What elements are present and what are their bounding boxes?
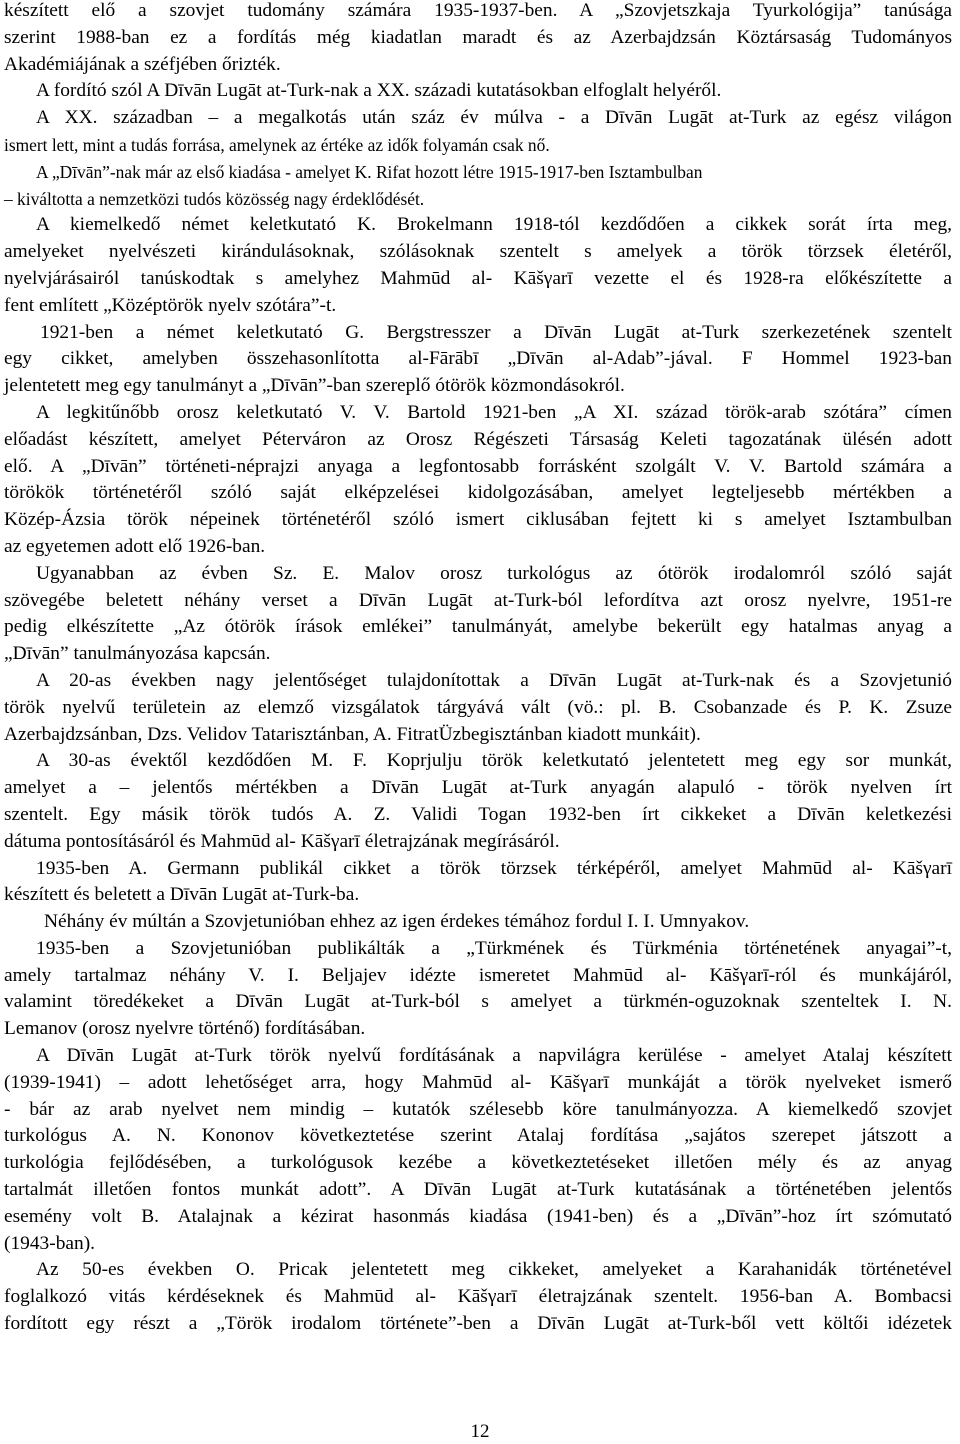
- text-line: turkológus A. N. Kononov következtetése szerint Atalaj fordítása „sajátos szerepet játszott a: [4, 1125, 952, 1147]
- text-line: törökök történetéről szóló saját elképzelései kidolgozásában, amelyet legteljesebb mértékben a: [4, 482, 952, 504]
- text-line: jelentetett meg egy tanulmányt a „Dīvān”-ban szereplő ótörök közmondásokról.: [4, 375, 625, 397]
- text-line: készített elő a szovjet tudomány számára 1935-1937-ben. A „Szovjetszkaja Tyurkológija” tanúsága: [4, 0, 952, 21]
- text-line: nyelvjárásairól tanúskodtak s amelyhez Mahmūd al- Kāšγarī vezette el és 1928-ra előkészítette a: [4, 267, 952, 289]
- text-line: ismert lett, mint a tudás forrása, amelynek az értéke az idők folyamán csak nő.: [4, 134, 550, 155]
- text-line: fent említett „Középtörök nyelv szótára”-t.: [4, 294, 337, 316]
- text-line: A Dīvān Lugāt at-Turk török nyelvű fordításának a napvilágra kerülése - amelyet Atalaj készített: [36, 1045, 952, 1067]
- text-line: török nyelvű területein az elemző vizsgálatok tárgyává vált (vö.: pl. B. Csobanzade és P. K. Zsuze: [4, 696, 952, 718]
- text-line: A legkitűnőbb orosz keletkutató V. V. Bartold 1921-ben „A XI. század török-arab szótára” címen: [36, 401, 952, 423]
- text-line: Ugyanabban az évben Sz. E. Malov orosz turkológus az ótörök irodalomról szóló saját: [36, 562, 952, 584]
- text-line: előadást készített, amelyet Péterváron az Orosz Régészeti Társaság Keleti tagozatának ülésén adott: [4, 428, 952, 450]
- text-line: szövegébe beletett néhány verset a Dīvān Lugāt at-Turk-ból lefordítva azt orosz nyelvre, 1951-re: [4, 589, 952, 611]
- text-line: Néhány év múltán a Szovjetunióban ehhez az igen érdekes témához fordul I. I. Umnyakov.: [44, 911, 750, 933]
- text-line: Lemanov (orosz nyelvre történő) fordításában.: [4, 1018, 366, 1040]
- text-line: A kiemelkedő német keletkutató K. Brokelmann 1918-tól kezdődően a cikkek sorát írta meg,: [36, 214, 952, 236]
- text-line: (1939-1941) – adott lehetőséget arra, hogy Mahmūd al- Kāšγarī munkáját a török nyelveket ismerő: [4, 1071, 952, 1093]
- text-line: Közép-Ázsia török népeinek történetéről szóló ismert ciklusában fejtett ki s amelyet Isztambulban: [4, 509, 952, 531]
- text-line: A fordító szól A Dīvān Lugāt at-Turk-nak a XX. századi kutatásokban elfoglalt helyéről.: [36, 80, 722, 102]
- text-line: - bár az arab nyelvet nem mindig – kutatók szélesebb köre tanulmányozza. A kiemelkedő szovjet: [4, 1098, 952, 1120]
- text-line: az egyetemen adott elő 1926-ban.: [4, 535, 266, 557]
- text-line: esemény volt B. Atalajnak a kézirat hasonmás kiadása (1941-ben) és a „Dīvān”-hoz írt szómutató: [4, 1205, 952, 1227]
- text-line: szerint 1988-ban ez a fordítás még kiadatlan maradt és az Azerbajdzsán Köztársaság Tudományos: [4, 26, 952, 48]
- text-line: 1935-ben A. Germann publikál cikket a török törzsek térképéről, amelyet Mahmūd al- Kāšγarī: [36, 857, 952, 879]
- text-line: A XX. században – a megalkotás után száz év múlva - a Dīvān Lugāt at-Turk az egész világon: [36, 107, 952, 129]
- text-line: Azerbajdzsánban, Dzs. Velidov Tatarisztánban, A. FitratÜzbegisztánban kiadott munkáit).: [4, 723, 701, 745]
- text-line: elő. A „Dīvān” történeti-néprajzi anyaga a legfontosabb forrásként szolgált V. V. Bartold számára a: [4, 455, 952, 477]
- text-line: amely tartalmaz néhány V. I. Beljajev idézte ismeretet Mahmūd al- Kāšγarī-ról és munkájáról,: [4, 964, 952, 986]
- text-line: 1921-ben a német keletkutató G. Bergstresszer a Dīvān Lugāt at-Turk szerkezetének szentelt: [40, 321, 952, 343]
- document-body: [4, 0, 952, 1338]
- text-line: pedig elkészítette „Az ótörök írások emlékei” tanulmányát, amelybe bekerült egy hatalmas anyag a: [4, 616, 952, 638]
- text-line: tartalmát illetően fontos munkát adott”. A Dīvān Lugāt at-Turk kutatásának a történetében jelentős: [4, 1179, 952, 1201]
- text-line: 1935-ben a Szovjetunióban publikálták a „Türkmének és Türkménia történetének anyagai”-t,: [36, 937, 952, 959]
- text-line: – kiváltotta a nemzetközi tudós közösség nagy érdeklődését.: [4, 188, 425, 209]
- text-line: A 30-as évektől kezdődően M. F. Koprjulju török keletkutató jelentetett meg egy sor munkát,: [36, 750, 952, 772]
- text-line: amelyeket nyelvészeti kirándulásoknak, szólásoknak szentelt s amelyek a török törzsek életéről,: [4, 241, 952, 263]
- text-line: valamint töredékeket a Dīvān Lugāt at-Turk-ból s amelyet a türkmén-oguzoknak szenteltek I. N.: [4, 991, 952, 1013]
- text-line: amelyet a – jelentős mértékben a Dīvān Lugāt at-Turk anyagán alapuló - török nyelven írt: [4, 777, 952, 799]
- text-line: Az 50-es években O. Pricak jelentetett meg cikkeket, amelyeket a Karahanidák történetével: [36, 1259, 952, 1281]
- text-line: „Dīvān” tanulmányozása kapcsán.: [4, 643, 271, 665]
- text-line: egy cikket, amelyben összehasonlította al-Fārābī „Dīvān al-Adab”-jával. F Hommel 1923-ban: [4, 348, 952, 370]
- page-number: 12: [470, 1421, 490, 1442]
- text-line: szentelt. Egy másik török tudós A. Z. Validi Togan 1932-ben írt cikkeket a Dīvān keletkezési: [4, 803, 952, 825]
- text-line: A 20-as években nagy jelentőséget tulajdonítottak a Dīvān Lugāt at-Turk-nak és a Szovjetunió: [36, 669, 952, 691]
- text-line: (1943-ban).: [4, 1232, 95, 1254]
- text-line: A „Dīvān”-nak már az első kiadása - amelyet K. Rifat hozott létre 1915-1917-ben Isztambulban: [36, 161, 703, 182]
- text-line: turkológia fejlődésében, a turkológusok kezébe a következtetéseket illetően mély és az anyag: [4, 1152, 952, 1174]
- text-line: fordított egy részt a „Török irodalom története”-ben a Dīvān Lugāt at-Turk-ből vett költői idézetek: [4, 1313, 952, 1335]
- text-line: foglalkozó vitás kérdéseknek és Mahmūd al- Kāšγarī életrajzának szentelt. 1956-ban A. Bombacsi: [4, 1286, 952, 1308]
- text-line: készített és beletett a Dīvān Lugāt at-Turk-ba.: [4, 884, 360, 906]
- text-line: Akadémiájának a széfjében őrizték.: [4, 53, 281, 75]
- text-line: dátuma pontosításáról és Mahmūd al- Kāšγarī életrajzának megírásáról.: [4, 830, 560, 852]
